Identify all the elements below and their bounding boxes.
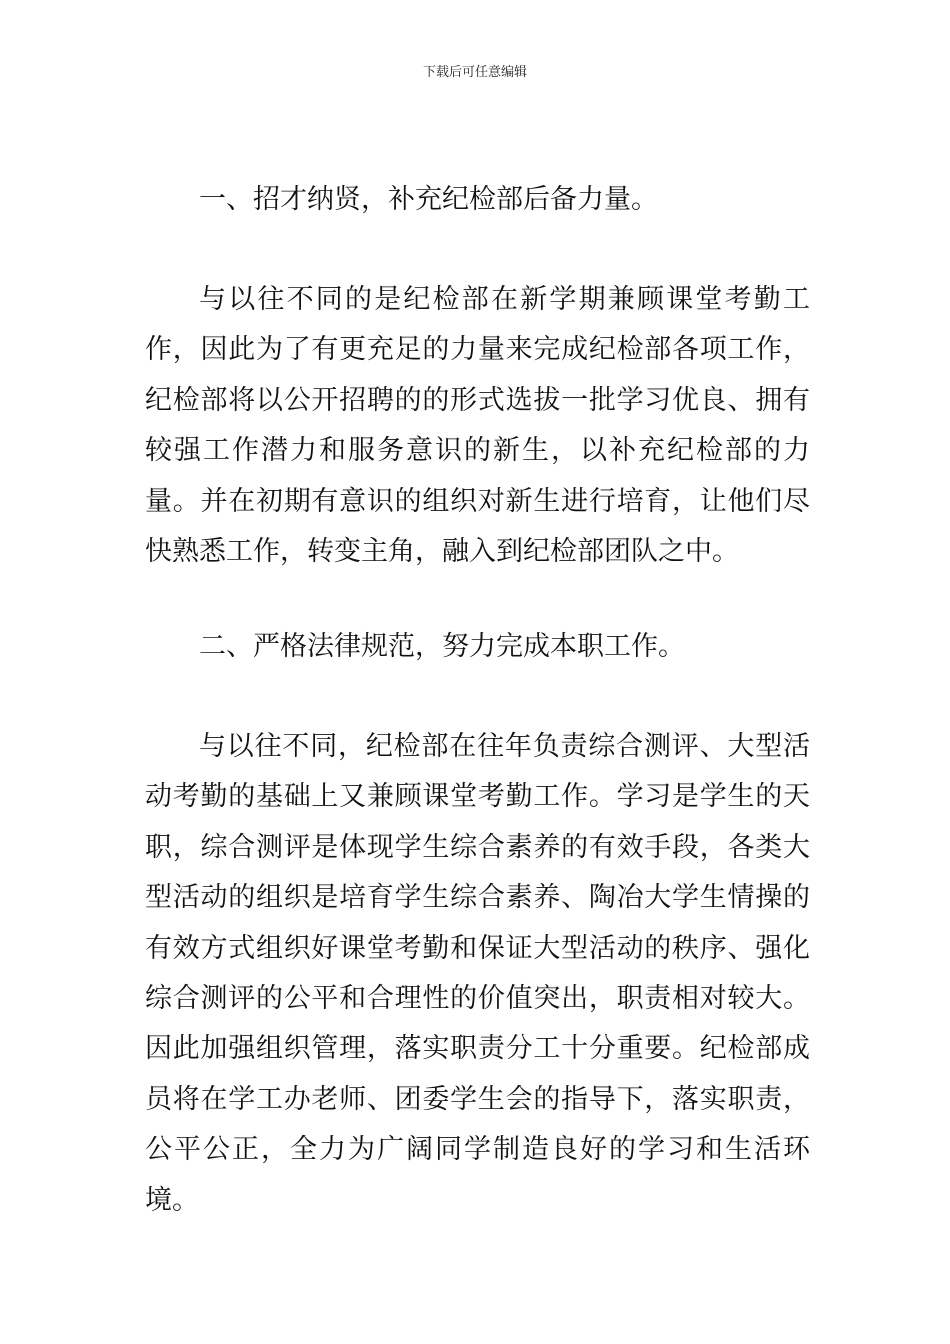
section-paragraph: 与以往不同，纪检部在往年负责综合测评、大型活动考勤的基础上又兼顾课堂考勤工作。学习是学生的天职，综合测评是体现学生综合素养的有效手段，各类大型活动的组织是培育学生综合素养、陶冶大学生情操的有效方式组织好课堂考勤和保证大型活动的秩序、强化综合测评的公平和合理性的价值突出，职责相对较大。因此加强组织管理，落实职责分工十分重要。纪检部成员将在学工办老师、团委学生会的指导下，落实职责，公平公正，全力为广阔同学制造良好的学习和生活环境。 [145,731,810,1216]
section-paragraph: 与以往不同的是纪检部在新学期兼顾课堂考勤工作，因此为了有更充足的力量来完成纪检部各项工作，纪检部将以公开招聘的的形式选拔一批学习优良、拥有较强工作潜力和服务意识的新生，以补充纪检部的力量。并在初期有意识的组织对新生进行培育，让他们尽快熟悉工作，转变主角，融入到纪检部团队之中。 [145,284,810,568]
section-heading: 一、招才纳贤，补充纪检部后备力量。 [199,184,658,215]
section-heading: 二、严格法律规范，努力完成本职工作。 [199,631,685,662]
page-header: 下载后可任意编辑 [422,65,527,80]
